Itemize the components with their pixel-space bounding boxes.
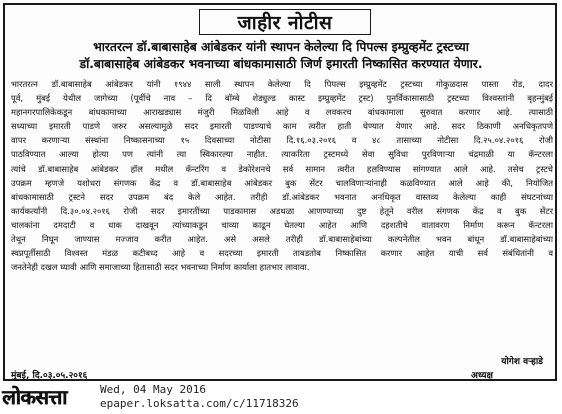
- publication-date: Wed, 04 May 2016: [100, 383, 206, 396]
- notice-headline-line-1: भारतरत्न डॉ.बाबासाहेब आंबेडकर यांनी स्थापन केलेल्या दि पिपल्स इम्प्रुव्हमेंट ट्रस्टच्या: [93, 40, 469, 54]
- notice-title: जाहीर नोटीस: [199, 9, 371, 35]
- notice-footer: [11, 368, 551, 382]
- notice-body-line: तेथून निघून जाण्यास मज्जाव करीत आहेत. असे असले तरीही डॉ.बाबासाहेबांच्या कल्पनेतील भवन बांधून डॉ.बाबासाहेबांच्या: [11, 234, 553, 245]
- notice-body-line: भारतरत्न डॉ.बाबासाहेब आंबेडकर यांनी १९४४ साली स्थापन केलेल्या दि पिपल्स इम्प्रुव्हमेंट ट्रस्टच्या गोकुळदास पास्ता रोड, दादर: [11, 79, 553, 89]
- notice-headline-line-2: डॉ.बाबासाहेब आंबेडकर भवनाच्या बांधकामासाठी जिर्ण इमारती निष्कासित करण्यात येणार.: [79, 57, 483, 71]
- notice-body-line: पाठविण्यात आल्या होत्या पण त्यांनी त्या स्विकारल्या नाहीत. त्याकरिता ट्रस्टमध्ये सेवा सुविधा पुरविणाऱ्या चंद्रमाळी या कॅन्टरला: [11, 149, 553, 160]
- logo-text: लोकसत्ता: [2, 385, 67, 409]
- notice-body-line: चालकांना दमदाटी व धाक दाखवून त्यांच्याकडून चाव्या काढून घेतल्या आहेत आणि दहशतीचे वातावरण निर्माण करून कॅन्टरला: [11, 219, 553, 230]
- public-notice: [3, 3, 557, 381]
- clipping-meta: [100, 383, 299, 411]
- notice-body-line: पूर्व, मुंबई येथील जागेच्या (पूर्वीचे नाव – दि बॉम्बे शेड्युल्ड कास्ट इम्प्रुव्हमेंट ट्रस्ट) पुनर्विकासासाठी ट्रस्टच्या विश्वस्तांनी बृहन्मुंबई: [11, 93, 553, 104]
- place-date: मुंबई, दि.०३.०५.२०१६: [11, 371, 88, 381]
- epaper-url[interactable]: epaper.loksatta.com/c/11718326: [100, 397, 299, 410]
- notice-body: [11, 77, 553, 274]
- newspaper-logo: [2, 382, 92, 412]
- signer-name: योगेश वऱ्हाडे: [501, 357, 543, 367]
- notice-body-line: कार्यकर्त्यांनी दि.३०.०४.२०१६ रोजी सदर इमारतींच्या पाडकामास अडथळा आणण्याच्या दुष्ट हेतूने वरील संगणक केंद्र व बुक सेंटर: [11, 205, 553, 216]
- signer-role: अध्यक्ष: [471, 371, 493, 381]
- notice-body-line: जनतेनेही दखल घ्यावी आणि समाजाच्या हितासाठी सदर भवनाच्या निर्माण कार्याला हातभार लावावा.: [11, 262, 310, 273]
- notice-body-line: बांधकामासाठी ट्रस्टने सदर उपक्रम बंद केले आहेत. तरीही डॉ.आंबेडकर भवनात अनधिकृत वास्तव्य केलेल्या काही संघटनांच्या: [11, 191, 553, 202]
- notice-body-line: सध्याच्या इमारती पाडणे जरुर असल्यामुळे सदर इमारती पाडण्याचे काम त्वरीत हाती घेण्यात येणार आहे. सदर ठिकाणी अनधिकृतपणे: [11, 121, 553, 132]
- notice-body-line: वापर करणाऱ्या संस्थांना निष्कासनाच्या १५ दिवसाच्या नोटीसा दि.१६.०३.२०१६ व ४८ तासाच्या नोटीसा दि.२५.०४.२०१६ रोजी: [11, 135, 553, 146]
- notice-body-line: महानगरपालिकेकडून बांधकामाच्या आराखड्यास मंजुरी मिळविली आहे व लवकरच बांधकामाला सुरुवात करणार आहे. त्यासाठी: [11, 107, 553, 118]
- notice-body-line: स्वप्नपूर्तीसाठी विश्वस्त मंडळ कटीबध्द आहे व सदरच्या इमारती ताबडतोब निष्कासित करणार आहेत याची सर्व संबंधितांनी व: [11, 248, 553, 259]
- notice-body-line: त्यांचे डॉ.बाबासाहेब आंबेडकर हॉल मधील कॅन्टरिंग व डेकोरेशनचे सर्व सामान त्वरीत हलविण्यास सांगण्यात आले आहे. तसेच ट्रस्टचे: [11, 163, 553, 174]
- notice-body-line: उपक्रम म्हणजे यशोधरा संगणक केंद्र व डॉ.बाबासाहेब आंबेडकर बुक सेंटर चालविणाऱ्यांनाही कळविण्यात आले आहे की, नियोजित: [11, 177, 553, 188]
